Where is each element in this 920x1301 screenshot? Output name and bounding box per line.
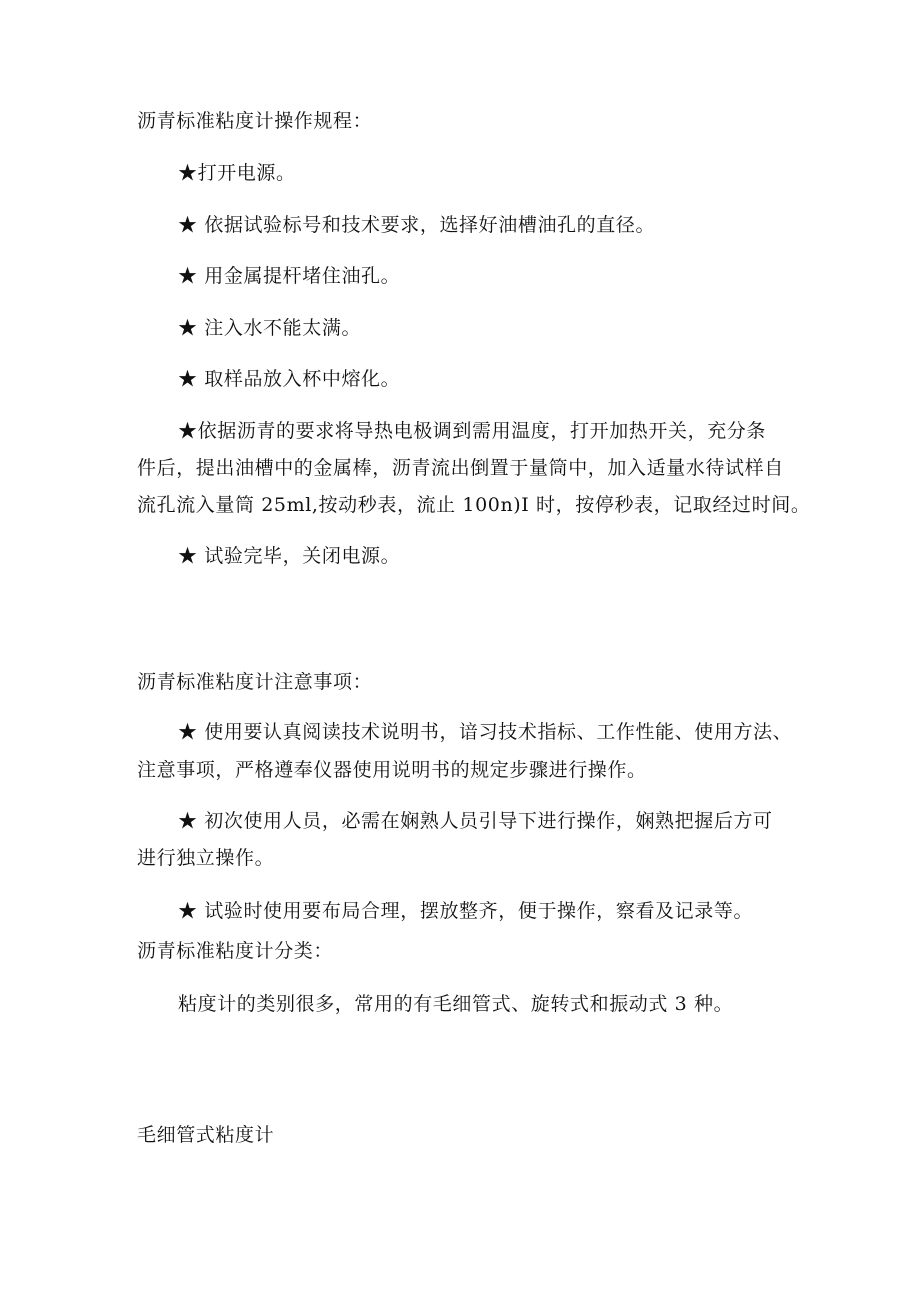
precaution-2-line-1: ★ 初次使用人员，必需在娴熟人员引导下进行操作，娴熟把握后方可 [178, 810, 773, 832]
operation-step-6-line-2: 件后，提出油槽中的金属棒，沥青流出倒置于量筒中，加入适量水待试样自 [137, 457, 784, 479]
operation-step-3: ★ 用金属提杆堵住油孔。 [178, 265, 401, 287]
operation-step-5: ★ 取样品放入杯中熔化。 [178, 368, 401, 390]
classification-body: 粘度计的类别很多，常用的有毛细管式、旋转式和振动式 3 种。 [178, 993, 734, 1015]
precaution-1-line-2: 注意事项，严格遵奉仪器使用说明书的规定步骤进行操作。 [137, 759, 647, 781]
operation-step-4: ★ 注入水不能太满。 [178, 317, 362, 339]
section-heading-capillary: 毛细管式粘度计 [137, 1124, 275, 1146]
section-heading-precautions: 沥青标准粘度计注意事项： [137, 671, 373, 693]
precaution-2-line-2: 进行独立操作。 [137, 847, 275, 869]
section-heading-operation: 沥青标准粘度计操作规程： [137, 110, 373, 132]
operation-step-6-line-1: ★依据沥青的要求将导热电极调到需用温度，打开加热开关，充分条 [178, 420, 767, 442]
section-heading-classification: 沥青标准粘度计分类： [137, 940, 334, 962]
operation-step-2: ★ 依据试验标号和技术要求，选择好油槽油孔的直径。 [178, 214, 656, 236]
operation-step-6-line-3: 流孔流入量筒 25ml,按动秒表，流止 100n)I 时，按停秒表，记取经过时间。 [137, 494, 811, 516]
operation-step-7: ★ 试验完毕，关闭电源。 [178, 545, 401, 567]
precaution-3: ★ 试验时使用要布局合理，摆放整齐，便于操作，察看及记录等。 [178, 900, 754, 922]
operation-step-1: ★打开电源。 [178, 162, 296, 184]
precaution-1-line-1: ★ 使用要认真阅读技术说明书，谙习技术指标、工作性能、使用方法、 [178, 721, 793, 743]
